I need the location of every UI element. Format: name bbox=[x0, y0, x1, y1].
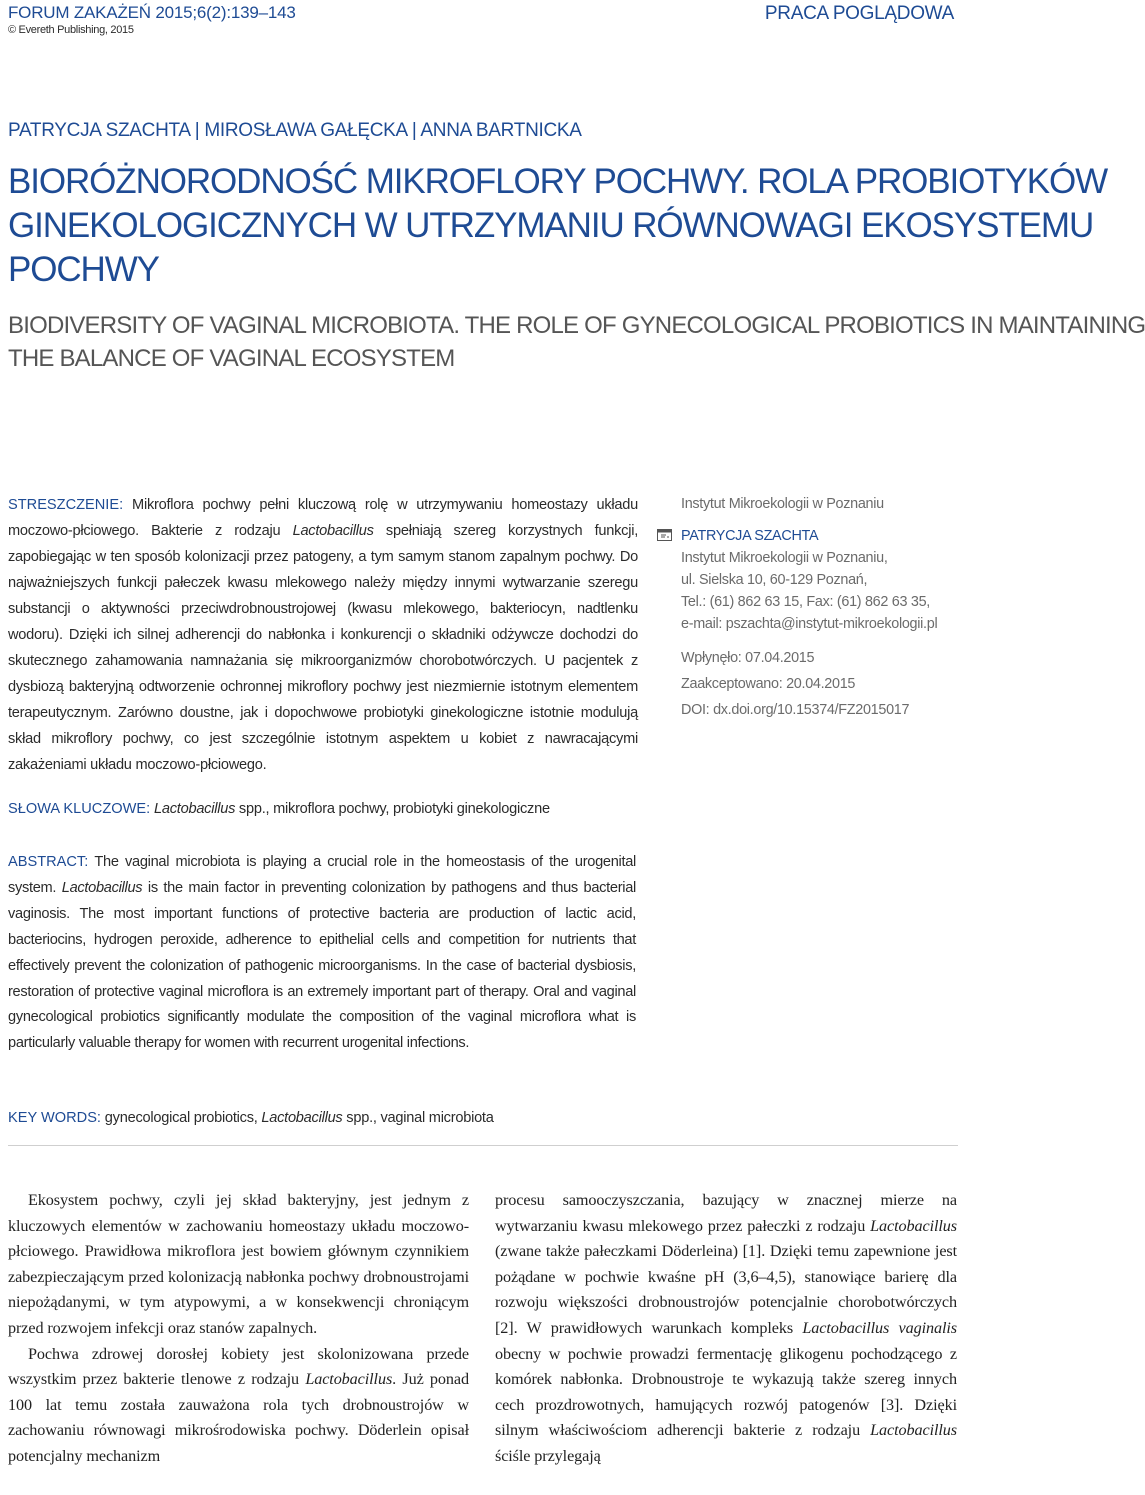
keywords-english-text: spp., vaginal microbiota bbox=[342, 1110, 494, 1126]
title-polish-line: BIORÓŻNORODNOŚĆ MIKROFLORY POCHWY. ROLA PROBIOTYKÓW bbox=[8, 162, 1108, 201]
corresponding-author bbox=[681, 525, 956, 547]
abstract-polish-text: spełniają szereg korzystnych funkcji, zapobiegając w ten sposób kolonizacji przez patogeny, a tym samym stanom zapalnym pochwy. Do najważniejszych funkcji pałeczek kwasu mlekowego należy między innymi wytwarzanie szeregu substancji o aktywności przeciwdrobnoustrojowej (kwasu mlekowego, bakteriocyn, nadtlenku wodoru). Dzięki ich silnej adherencji do nabłonka i konkurencji o składniki odżywcze dochodzi do skutecznego zahamowania namnażania się mikroorganizmów chorobotwórczych. U pacjentek z dysbiozą bakteryjną odtworzenie ochronnej mikroflory pochwy jest niezmiernie istotnym elementem terapeutycznym. Zarówno doustne, jak i dopochwowe probiotyki ginekologiczne istotnie modulują skład mikroflory pochwy, co jest szczególnie istotnym aspektem u kobiet z nawracającymi zakażeniami układu moczowo-płciowego. bbox=[8, 523, 638, 773]
body-column-right bbox=[495, 1188, 957, 1470]
genus-name: Lactobacillus bbox=[870, 1216, 957, 1235]
received-date: Wpłynęło: 07.04.2015 bbox=[681, 650, 815, 666]
accepted-date: Zaakceptowano: 20.04.2015 bbox=[681, 676, 856, 692]
corresponding-institute: Instytut Mikroekologii w Poznaniu, bbox=[681, 550, 888, 566]
body-paragraph: Ekosystem pochwy, czyli jej skład bakteryjny, jest jednym z kluczowych elementów w zachowaniu homeostazy układu moczowo-płciowego. Prawidłowa mikroflora jest bowiem głównym czynnikiem zabezpieczającym przed kolonizacją nabłonka pochwy drobnoustrojami niepożądanymi, w tym atypowymi, a w konsekwencji chroniącym przed rozwojem infekcji oraz stanów zapalnych. bbox=[8, 1191, 469, 1337]
body-text: procesu samooczyszczania, bazujący w znacznej mierze na wytwarzaniu kwasu mlekowego przez pałeczki z rodzaju bbox=[495, 1191, 957, 1235]
keywords-english-text: gynecological probiotics, bbox=[101, 1110, 262, 1126]
keywords-polish-label: SŁOWA KLUCZOWE: bbox=[8, 801, 151, 817]
body-text: ściśle przylegają bbox=[495, 1446, 601, 1465]
body-text: Pochwa zdrowej dorosłej kobiety jest skolonizowana przede wszystkim przez bakterie tlenowe z rodzaju bbox=[8, 1344, 469, 1389]
article-type: PRACA POGLĄDOWA bbox=[764, 3, 954, 24]
title-polish-line: POCHWY bbox=[8, 250, 159, 289]
article-dates bbox=[681, 645, 956, 723]
body-paragraph bbox=[495, 1188, 957, 1470]
journal-citation: FORUM ZAKAŻEŃ 2015;6(2):139–143 bbox=[8, 3, 296, 22]
corresponding-author-name: PATRYCJA SZACHTA bbox=[681, 528, 819, 544]
genus-name: Lactobacillus bbox=[261, 1110, 343, 1126]
abstract-english bbox=[8, 850, 636, 1057]
genus-name: Lactobacillus bbox=[154, 801, 236, 817]
body-text: obecny w pochwie prowadzi fermentację glikogenu pochodzącego z komórek nabłonka. Drobnoustroje te wykazują także szereg innych cech prozdrowotnych, hamujących rozwój patogenów [3]. Dzięki silnym właściwościom adherencji bakterie z rodzaju bbox=[495, 1344, 957, 1440]
abstract-polish-label: STRESZCZENIE: bbox=[8, 497, 124, 513]
affiliation-panel bbox=[681, 493, 956, 723]
title-english bbox=[8, 309, 1145, 375]
body-column-left bbox=[8, 1188, 469, 1470]
institute-name: Instytut Mikroekologii w Poznaniu bbox=[681, 496, 884, 512]
species-name: Lactobacillus vaginalis bbox=[802, 1318, 957, 1337]
title-polish-line: GINEKOLOGICZNYCH W UTRZYMANIU RÓWNOWAGI EKOSYSTEMU bbox=[8, 206, 1094, 245]
keywords-polish bbox=[8, 801, 550, 817]
postal-address: ul. Sielska 10, 60-129 Poznań, bbox=[681, 572, 868, 588]
keywords-english-label: KEY WORDS: bbox=[8, 1110, 101, 1126]
genus-name: Lactobacillus bbox=[870, 1421, 957, 1440]
keywords-english bbox=[8, 1110, 494, 1126]
title-english-line: BIODIVERSITY OF VAGINAL MICROBIOTA. THE ROLE OF GYNECOLOGICAL PROBIOTICS IN MAINTAINING bbox=[8, 312, 1145, 339]
keywords-polish-text: spp., mikroflora pochwy, probiotyki ginekologiczne bbox=[235, 801, 550, 817]
phone-fax: Tel.: (61) 862 63 15, Fax: (61) 862 63 35, bbox=[681, 594, 930, 610]
title-english-line: THE BALANCE OF VAGINAL ECOSYSTEM bbox=[8, 345, 455, 372]
email-address[interactable]: e-mail: pszachta@instytut-mikroekologii.pl bbox=[681, 616, 938, 632]
body-text: . Już ponad 100 lat temu została zauważona rola tych drobnoustrojów w zachowaniu równowagi mikrośrodowiska pochwy. Döderlein opisał potencjalny mechanizm bbox=[8, 1370, 469, 1465]
abstract-polish bbox=[8, 492, 638, 778]
abstract-english-label: ABSTRACT: bbox=[8, 854, 89, 870]
genus-name: Lactobacillus bbox=[305, 1370, 393, 1389]
doi-link[interactable]: DOI: dx.doi.org/10.15374/FZ2015017 bbox=[681, 702, 910, 718]
body-paragraph bbox=[8, 1342, 469, 1470]
envelope-icon bbox=[657, 529, 672, 541]
publisher-copyright: © Evereth Publishing, 2015 bbox=[8, 24, 134, 36]
correspondence-block bbox=[681, 525, 956, 635]
section-divider bbox=[8, 1145, 958, 1146]
genus-name: Lactobacillus bbox=[61, 879, 143, 896]
title-polish bbox=[8, 160, 1108, 292]
abstract-english-text: is the main factor in preventing colonization by pathogens and thus bacterial vaginosis. The most important functions of protective bacteria are production of lactic acid, bacteriocins, hydrogen peroxide, adherence to epithelial cells and competition for nutrients that effectively prevent the colonization of pathogenic microorganisms. In the case of bacterial dysbiosis, restoration of protective vaginal microflora is an extremely important part of therapy. Oral and vaginal gynecological probiotics significantly modulate the composition of the vaginal microflora what is particularly valuable therapy for women with recurrent urogenital infections. bbox=[8, 879, 636, 1052]
abstract-english-text: The vaginal microbiota is playing a crucial role in the homeostasis of the urogenital system. bbox=[8, 854, 636, 896]
genus-name: Lactobacillus bbox=[292, 523, 374, 539]
body-text: (zwane także pałeczkami Döderleina) [1]. Dzięki temu zapewnione jest pożądane w pochwie kwaśne pH (3,6–4,5), stanowiące barierę dla rozwoju większości drobnoustrojów potencjalnie chorobotwórczych [2]. W prawidłowych warunkach kompleks bbox=[495, 1242, 957, 1337]
abstract-polish-text: Mikroflora pochwy pełni kluczową rolę w utrzymywaniu homeostazy układu moczowo-płciowego. Bakterie z rodzaju bbox=[8, 497, 638, 539]
author-list: PATRYCJA SZACHTA | MIROSŁAWA GAŁĘCKA | ANNA BARTNICKA bbox=[8, 120, 582, 141]
